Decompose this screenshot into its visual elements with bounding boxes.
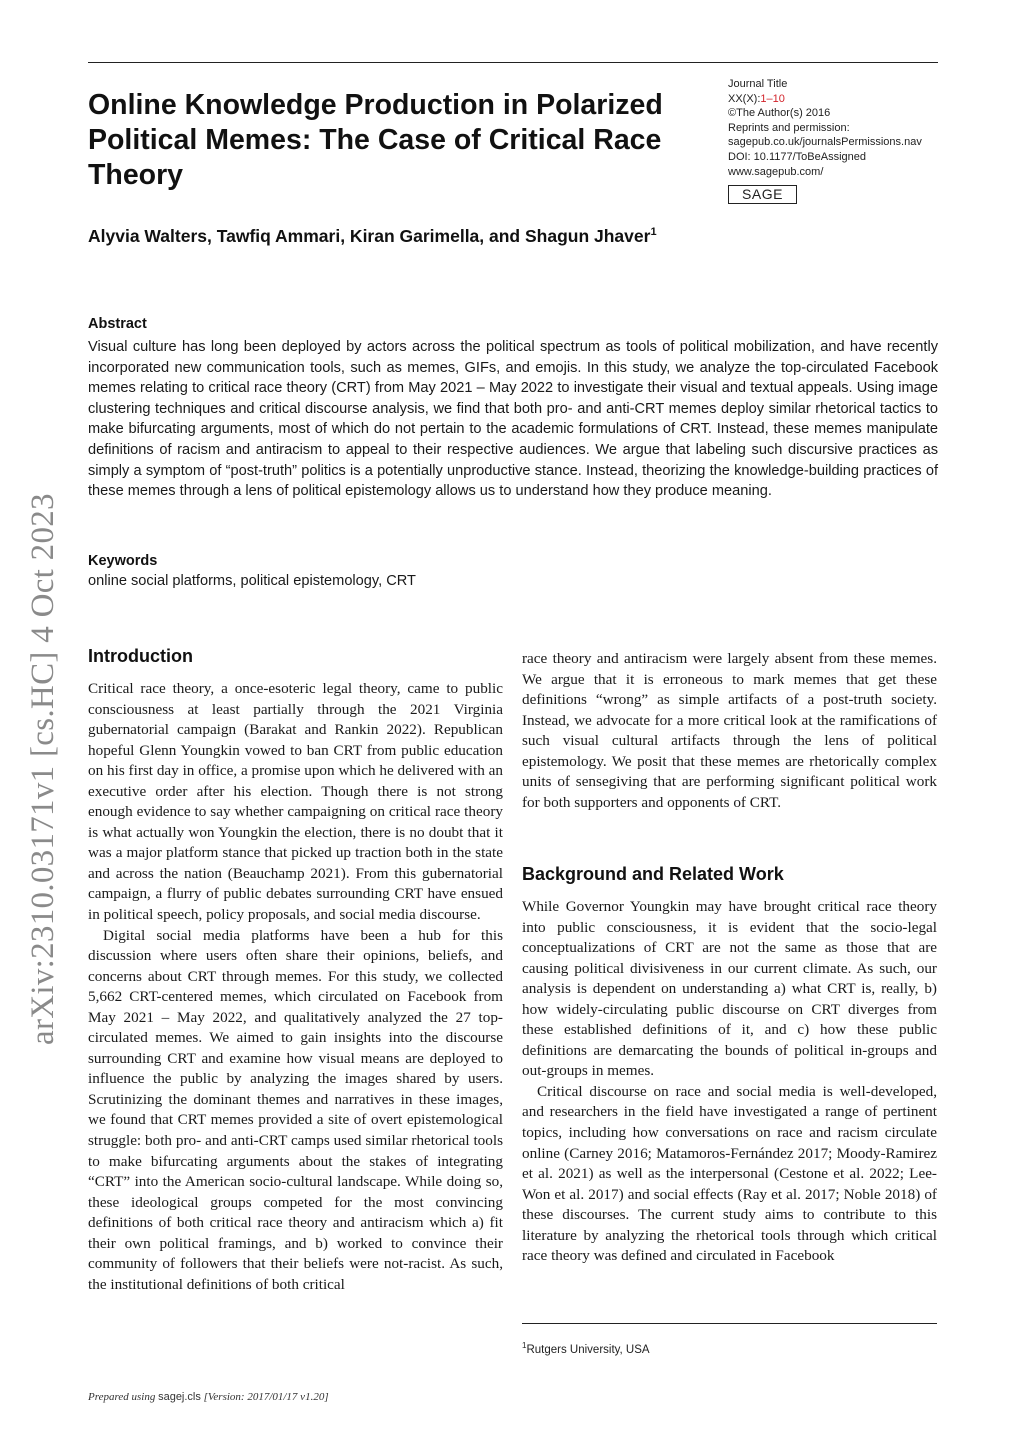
footnote-rule bbox=[522, 1323, 937, 1324]
affiliation-mark: 1 bbox=[650, 226, 657, 239]
intro-paragraph-2: Digital social media platforms have been a hub for this discussion where users often share their opinions, beliefs, and concerns about CRT through memes. For this study, we collected 5,662 CRT-centered memes, which circulated on Facebook from May 2021 – May 2022, and qualitatively analyzed the 27 top-circulated memes. We aimed to gain insights into the discourse surrounding CRT and examine how visual means are deployed to influence the public by analyzing the images shared by users. Scrutinizing the dominant themes and narratives in these images, we found that CRT memes provided a site of overt epistemological struggle: both pro- and anti-CRT camps used similar rhetorical tools to make bifurcating arguments about the stakes of integrating “CRT” into the American socio-cultural landscape. While doing so, these ideological groups competed for the most convincing definitions of both critical race theory and antiracism which a) fit their own political framings, and b) worked to convince their community of followers that their beliefs were not-racist. As such, the institutional definitions of both critical bbox=[88, 926, 503, 1293]
journal-volume: XX(X):1–10 bbox=[728, 92, 785, 105]
left-column bbox=[88, 679, 503, 1295]
journal-copyright: ©The Author(s) 2016 bbox=[728, 107, 831, 120]
sage-logo: SAGE bbox=[728, 185, 797, 204]
journal-doi: DOI: 10.1177/ToBeAssigned bbox=[728, 150, 866, 163]
right-column-background bbox=[522, 897, 937, 1267]
journal-pages: 1–10 bbox=[760, 92, 785, 105]
background-paragraph-2: Critical discourse on race and social media is well-developed, and researchers in the field have investigated a range of pertinent topics, including how conversations on race and racism circulate online (Carney 2016; Matamoros-Fernández 2017; Moody-Ramirez et al. 2021) as well as the interpersonal (Cestone et al. 2022; Lee-Won et al. 2017) and social effects (Ray et al. 2017; Noble 2018) of these discourses. The current study aims to contribute to this literature by analyzing the rhetorical tools through which critical race theory was defined and circulated in Facebook bbox=[522, 1082, 937, 1265]
keywords-text: online social platforms, political epistemology, CRT bbox=[88, 573, 416, 589]
journal-website[interactable]: www.sagepub.com/ bbox=[728, 165, 824, 178]
abstract-text: Visual culture has long been deployed by actors across the political spectrum as tools of political mobilization, and have recently incorporated new communication tools, such as memes, GIFs, and emojis. In this study, we analyze the top-circulated Facebook memes relating to critical race theory (CRT) from May 2021 – May 2022 to investigate their visual and textual appeals. Using image clustering techniques and critical discourse analysis, we find that both pro- and anti-CRT memes deploy similar rhetorical tactics to make bifurcating arguments, most of which do not pertain to the academic formulations of CRT. Instead, these memes manipulate definitions of racism and antiracism to appeal to their respective audiences. We argue that labeling such discursive practices as simply a symptom of “post-truth” politics is a potentially unproductive stance. Instead, theorizing the knowledge-building practices of these memes through a lens of political epistemology allows us to understand how they produce meaning. bbox=[88, 339, 938, 500]
paper-title: Online Knowledge Production in Polarized Political Memes: The Case of Critical Race Theory bbox=[88, 89, 663, 191]
keywords-heading: Keywords bbox=[88, 553, 158, 569]
author-list: Alyvia Walters, Tawfiq Ammari, Kiran Garimella, and Shagun Jhaver$^1$ bbox=[88, 226, 657, 246]
affiliation-footnote: $^1$Rutgers University, USA bbox=[522, 1341, 650, 1356]
introduction-heading: Introduction bbox=[88, 646, 193, 666]
intro-paragraph-3: race theory and antiracism were largely absent from these memes. We argue that it is erroneous to mark memes that get these definitions “wrong” as simple artifacts of a post-truth society. Instead, we advocate for a more critical look at the ramifications of such visual cultural artifacts through the lens of political epistemology. We posit that these memes are rhetorically complex units of sensegiving that are performing significant political work for both supporters and opponents of CRT. bbox=[522, 650, 937, 811]
page-footer: Prepared using sagej.cls [Version: 2017/01/17 v1.20] bbox=[88, 1391, 329, 1403]
right-column-intro bbox=[522, 649, 937, 813]
journal-title: Journal Title bbox=[728, 78, 788, 90]
journal-reprints: Reprints and permission: bbox=[728, 121, 850, 134]
intro-paragraph-1: Critical race theory, a once-esoteric legal theory, came to public consciousness at least partially through the 2021 Virginia gubernatorial campaign (Barakat and Rankin 2022). Republican hopeful Glenn Youngkin vowed to ban CRT from public education on his first day in office, a promise upon which he delivered with an executive order after his election. Though there is not strong enough evidence to say whether campaigning on critical race theory is what actually won Youngkin the election, there is no doubt that it was a major platform stance that picked up traction both in the state and across the nation (Beauchamp 2021). From this gubernatorial campaign, a flurry of public debates surrounding CRT have ensued in political speech, policy proposals, and social media discourse. bbox=[88, 680, 503, 924]
journal-info bbox=[728, 77, 958, 179]
abstract-heading: Abstract bbox=[88, 316, 147, 332]
background-heading: Background and Related Work bbox=[522, 864, 784, 884]
arxiv-stamp: arXiv:2310.03171v1 [cs.HC] 4 Oct 2023 bbox=[25, 493, 61, 1045]
background-paragraph-1: While Governor Youngkin may have brought critical race theory into public consciousness, it is evident that the socio-legal conceptualizations of CRT are not the same as those that are causing political divisiveness in our current climate. As such, our analysis is dependent on understanding a) what CRT is, really, b) how widely-circulating public discourse on CRT diverges from these established definitions of it, and c) how these public definitions are demarcating the bounds of political in-groups and out-groups in memes. bbox=[522, 898, 937, 1080]
journal-permissions-url[interactable]: sagepub.co.uk/journalsPermissions.nav bbox=[728, 136, 922, 149]
top-rule bbox=[88, 62, 938, 63]
footer-cls: sagej.cls bbox=[158, 1391, 201, 1403]
